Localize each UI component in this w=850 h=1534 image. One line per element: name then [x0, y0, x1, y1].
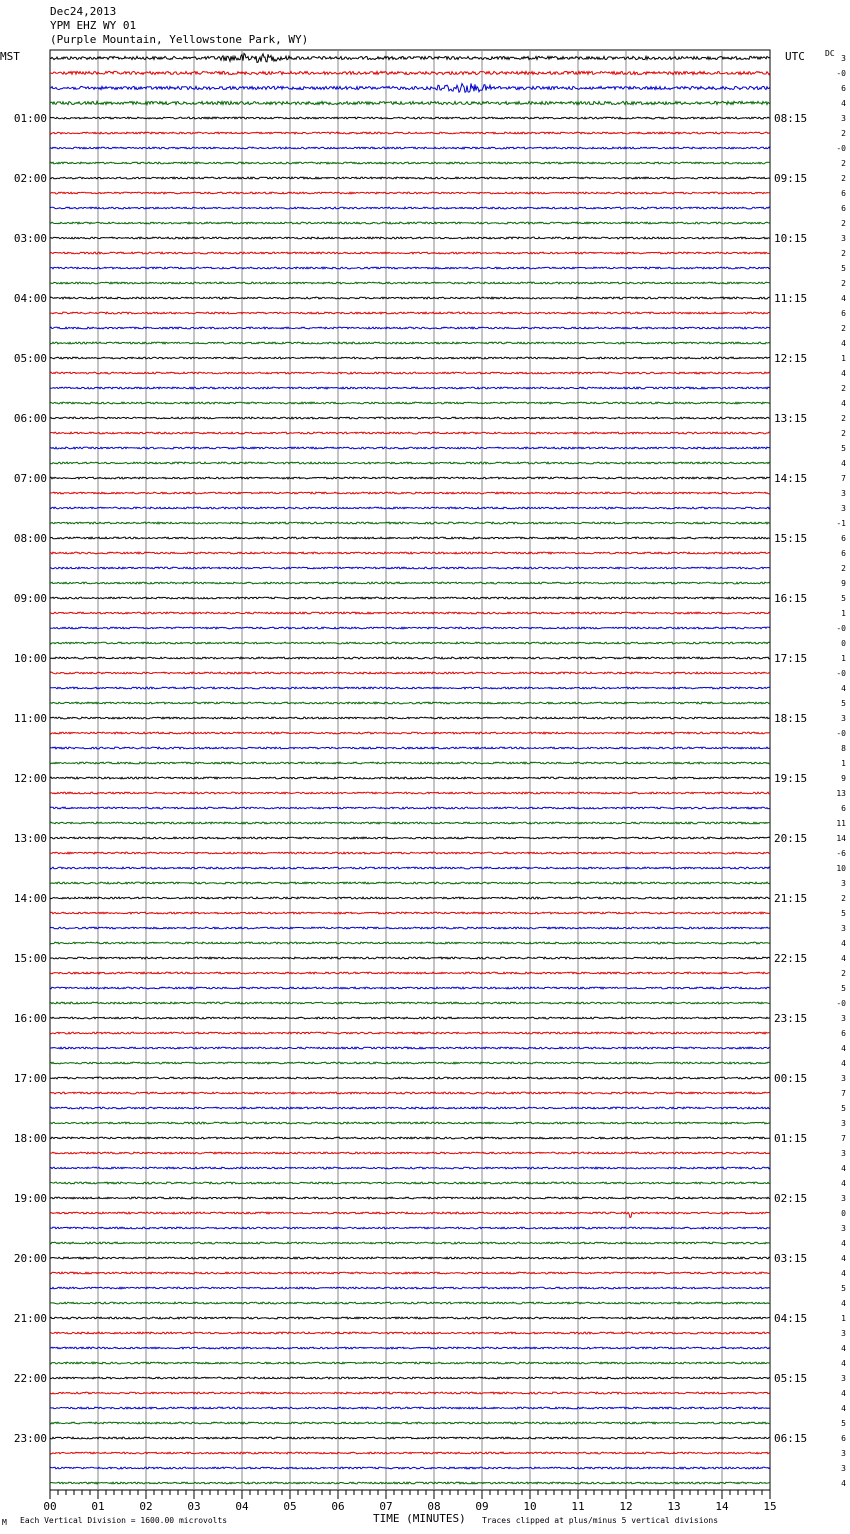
seismic-trace — [50, 492, 770, 494]
hour-label-utc: 08:15 — [774, 112, 808, 125]
dc-column-title: DC — [825, 49, 835, 58]
seismic-trace — [50, 807, 770, 809]
seismic-trace — [50, 507, 770, 509]
hour-label-mst: 02:00 — [13, 172, 47, 185]
seismic-trace — [50, 71, 770, 74]
dc-offset-label: 2 — [841, 894, 846, 903]
x-tick-label: 15 — [763, 1500, 777, 1513]
hour-label-mst: 17:00 — [13, 1072, 47, 1085]
seismic-trace — [50, 117, 770, 119]
dc-offset-label: 1 — [841, 1314, 846, 1323]
dc-offset-label: 6 — [841, 189, 846, 198]
seismic-trace — [50, 672, 770, 674]
dc-offset-label: 3 — [841, 714, 846, 723]
dc-offset-label: 6 — [841, 804, 846, 813]
dc-offset-label: 6 — [841, 549, 846, 558]
seismic-trace — [50, 612, 770, 614]
hour-label-utc: 10:15 — [774, 232, 808, 245]
x-tick-label: 04 — [235, 1500, 249, 1513]
seismic-trace — [50, 1242, 770, 1244]
dc-offset-label: 2 — [841, 324, 846, 333]
right-axis-title: UTC — [785, 50, 805, 63]
seismic-trace — [50, 1032, 770, 1034]
hour-label-mst: 14:00 — [13, 892, 47, 905]
seismic-trace — [50, 1422, 770, 1424]
seismic-trace — [50, 1197, 770, 1199]
dc-offset-label: 4 — [841, 99, 846, 108]
seismic-trace — [50, 237, 770, 239]
dc-offset-label: 3 — [841, 234, 846, 243]
clip-note: Traces clipped at plus/minus 5 vertical divisions — [482, 1516, 719, 1525]
hour-label-utc: 03:15 — [774, 1252, 808, 1265]
dc-offset-label: 14 — [836, 834, 846, 843]
hour-label-utc: 06:15 — [774, 1432, 808, 1445]
dc-offset-label: 7 — [841, 474, 846, 483]
dc-offset-label: 2 — [841, 384, 846, 393]
hour-label-utc: 04:15 — [774, 1312, 808, 1325]
seismic-trace — [50, 54, 770, 63]
hour-label-mst: 20:00 — [13, 1252, 47, 1265]
x-tick-label: 11 — [571, 1500, 585, 1513]
dc-offset-label: 4 — [841, 1164, 846, 1173]
hour-label-mst: 04:00 — [13, 292, 47, 305]
dc-offset-label: 2 — [841, 174, 846, 183]
hour-label-mst: 07:00 — [13, 472, 47, 485]
seismic-trace — [50, 207, 770, 209]
seismic-trace — [50, 1212, 770, 1217]
x-tick-label: 00 — [43, 1500, 57, 1513]
seismic-trace — [50, 147, 770, 149]
seismic-trace — [50, 432, 770, 434]
dc-offset-label: -1 — [836, 519, 846, 528]
seismic-trace — [50, 477, 770, 479]
hour-label-utc: 23:15 — [774, 1012, 808, 1025]
hour-label-mst: 06:00 — [13, 412, 47, 425]
seismic-trace — [50, 252, 770, 254]
dc-offset-label: 4 — [841, 1479, 846, 1488]
seismic-trace — [50, 177, 770, 179]
seismic-trace — [50, 1257, 770, 1259]
seismic-trace — [50, 162, 770, 164]
dc-offset-label: 5 — [841, 909, 846, 918]
dc-offset-label: 2 — [841, 279, 846, 288]
hour-label-utc: 22:15 — [774, 952, 808, 965]
seismic-trace — [50, 1392, 770, 1394]
seismic-trace — [50, 522, 770, 524]
dc-offset-label: 4 — [841, 399, 846, 408]
seismic-trace — [50, 702, 770, 704]
dc-offset-label: 5 — [841, 444, 846, 453]
corner-mark: M — [2, 1518, 7, 1527]
dc-offset-label: 4 — [841, 1254, 846, 1263]
seismic-trace — [50, 1182, 770, 1184]
hour-label-utc: 05:15 — [774, 1372, 808, 1385]
seismic-trace — [50, 297, 770, 299]
record-date: Dec24,2013 — [50, 5, 117, 18]
seismic-trace — [50, 402, 770, 404]
seismic-trace — [50, 747, 770, 749]
dc-offset-label: 4 — [841, 1179, 846, 1188]
dc-offset-label: -0 — [836, 669, 846, 678]
dc-offset-label: 3 — [841, 1224, 846, 1233]
dc-offset-label: 2 — [841, 969, 846, 978]
hour-label-mst: 09:00 — [13, 592, 47, 605]
x-tick-label: 03 — [187, 1500, 201, 1513]
seismic-trace — [50, 582, 770, 584]
dc-offset-label: 4 — [841, 1389, 846, 1398]
scale-note: Each Vertical Division = 1600.00 microvolts — [20, 1516, 228, 1525]
dc-offset-label: 11 — [836, 819, 846, 828]
seismic-trace — [50, 567, 770, 569]
dc-offset-label: -0 — [836, 729, 846, 738]
dc-offset-label: 3 — [841, 1374, 846, 1383]
dc-offset-label: -6 — [836, 849, 846, 858]
seismic-trace — [50, 1377, 770, 1379]
dc-offset-label: 4 — [841, 1044, 846, 1053]
hour-label-mst: 01:00 — [13, 112, 47, 125]
seismic-trace — [50, 282, 770, 284]
dc-offset-label: 1 — [841, 654, 846, 663]
hour-label-mst: 08:00 — [13, 532, 47, 545]
seismic-trace — [50, 357, 770, 359]
seismic-trace — [50, 447, 770, 449]
x-tick-label: 09 — [475, 1500, 489, 1513]
hour-label-mst: 23:00 — [13, 1432, 47, 1445]
dc-offset-label: 7 — [841, 1089, 846, 1098]
dc-offset-label: 2 — [841, 249, 846, 258]
seismic-trace — [50, 762, 770, 764]
seismic-trace — [50, 387, 770, 389]
dc-offset-label: 3 — [841, 1449, 846, 1458]
dc-offset-label: 6 — [841, 1434, 846, 1443]
seismic-trace — [50, 552, 770, 554]
dc-offset-label: 4 — [841, 294, 846, 303]
seismic-trace — [50, 972, 770, 974]
dc-offset-label: 4 — [841, 1359, 846, 1368]
dc-offset-label: 3 — [841, 1149, 846, 1158]
dc-offset-label: 4 — [841, 339, 846, 348]
seismic-trace — [50, 1017, 770, 1019]
dc-offset-label: -0 — [836, 999, 846, 1008]
seismic-trace — [50, 1302, 770, 1304]
seismic-trace — [50, 1047, 770, 1049]
dc-offset-label: 4 — [841, 1269, 846, 1278]
hour-label-mst: 11:00 — [13, 712, 47, 725]
hour-label-mst: 21:00 — [13, 1312, 47, 1325]
x-tick-label: 10 — [523, 1500, 537, 1513]
dc-offset-label: 4 — [841, 1344, 846, 1353]
dc-offset-label: 2 — [841, 429, 846, 438]
hour-label-utc: 20:15 — [774, 832, 808, 845]
hour-label-mst: 16:00 — [13, 1012, 47, 1025]
dc-offset-label: 13 — [836, 789, 846, 798]
station-code: YPM EHZ WY 01 — [50, 19, 137, 32]
seismic-trace — [50, 717, 770, 719]
hour-label-mst: 19:00 — [13, 1192, 47, 1205]
seismic-trace — [50, 1317, 770, 1319]
dc-offset-label: 4 — [841, 1239, 846, 1248]
dc-offset-label: 3 — [841, 1014, 846, 1023]
seismic-trace — [50, 777, 770, 779]
seismic-trace — [50, 687, 770, 689]
seismic-trace — [50, 1482, 770, 1484]
seismic-trace — [50, 1272, 770, 1274]
left-axis-title: MST — [0, 50, 20, 63]
hour-label-utc: 21:15 — [774, 892, 808, 905]
dc-offset-label: 3 — [841, 1329, 846, 1338]
dc-offset-label: 2 — [841, 129, 846, 138]
hour-label-utc: 02:15 — [774, 1192, 808, 1205]
hour-label-utc: 15:15 — [774, 532, 808, 545]
dc-offset-label: 3 — [841, 1074, 846, 1083]
dc-offset-label: 3 — [841, 489, 846, 498]
dc-offset-label: 4 — [841, 459, 846, 468]
dc-offset-label: 4 — [841, 1059, 846, 1068]
dc-offset-label: 1 — [841, 354, 846, 363]
hour-label-utc: 14:15 — [774, 472, 808, 485]
seismic-trace — [50, 1227, 770, 1229]
dc-offset-label: 3 — [841, 1119, 846, 1128]
dc-offset-label: 1 — [841, 759, 846, 768]
dc-offset-label: -0 — [836, 624, 846, 633]
seismic-trace — [50, 987, 770, 989]
dc-offset-label: 2 — [841, 219, 846, 228]
x-tick-label: 13 — [667, 1500, 681, 1513]
dc-offset-label: 4 — [841, 1299, 846, 1308]
dc-offset-label: 4 — [841, 684, 846, 693]
dc-offset-label: 4 — [841, 939, 846, 948]
seismic-trace — [50, 942, 770, 944]
dc-offset-label: 2 — [841, 414, 846, 423]
seismic-trace — [50, 822, 770, 824]
seismic-trace — [50, 597, 770, 599]
dc-offset-label: 1 — [841, 609, 846, 618]
dc-offset-label: 8 — [841, 744, 846, 753]
dc-offset-label: 2 — [841, 564, 846, 573]
seismic-trace — [50, 1077, 770, 1079]
dc-offset-label: 3 — [841, 1194, 846, 1203]
seismic-trace — [50, 417, 770, 419]
dc-offset-label: -0 — [836, 144, 846, 153]
seismic-trace — [50, 657, 770, 659]
dc-offset-label: 3 — [841, 504, 846, 513]
hour-label-mst: 12:00 — [13, 772, 47, 785]
seismic-trace — [50, 462, 770, 464]
seismic-trace — [50, 1062, 770, 1064]
dc-offset-label: 4 — [841, 369, 846, 378]
dc-offset-label: 5 — [841, 264, 846, 273]
x-tick-label: 02 — [139, 1500, 153, 1513]
seismic-trace — [50, 1467, 770, 1469]
dc-offset-label: 6 — [841, 1029, 846, 1038]
seismic-trace — [50, 1107, 770, 1109]
dc-offset-label: 3 — [841, 924, 846, 933]
hour-label-utc: 18:15 — [774, 712, 808, 725]
seismic-trace — [50, 101, 770, 104]
seismic-trace — [50, 957, 770, 959]
dc-offset-label: 4 — [841, 954, 846, 963]
seismic-trace — [50, 222, 770, 224]
hour-label-utc: 12:15 — [774, 352, 808, 365]
x-tick-label: 06 — [331, 1500, 345, 1513]
hour-label-utc: 00:15 — [774, 1072, 808, 1085]
seismic-trace — [50, 1167, 770, 1169]
x-tick-label: 08 — [427, 1500, 441, 1513]
dc-offset-label: 0 — [841, 1209, 846, 1218]
seismic-trace — [50, 267, 770, 269]
dc-offset-label: 6 — [841, 534, 846, 543]
seismic-trace — [50, 792, 770, 794]
seismic-trace — [50, 1287, 770, 1289]
seismic-trace — [50, 627, 770, 629]
hour-label-mst: 22:00 — [13, 1372, 47, 1385]
seismic-trace — [50, 912, 770, 914]
seismic-trace — [50, 897, 770, 899]
seismic-trace — [50, 1362, 770, 1364]
dc-offset-label: 6 — [841, 204, 846, 213]
dc-offset-label: 3 — [841, 114, 846, 123]
seismic-trace — [50, 342, 770, 344]
dc-offset-label: 3 — [841, 54, 846, 63]
seismic-trace — [50, 1092, 770, 1094]
dc-offset-label: 7 — [841, 1134, 846, 1143]
seismic-trace — [50, 1002, 770, 1004]
hour-label-utc: 19:15 — [774, 772, 808, 785]
x-tick-label: 07 — [379, 1500, 393, 1513]
hour-label-utc: 09:15 — [774, 172, 808, 185]
hour-label-mst: 10:00 — [13, 652, 47, 665]
dc-offset-label: 3 — [841, 1464, 846, 1473]
seismic-trace — [50, 1332, 770, 1334]
seismic-trace — [50, 642, 770, 644]
dc-offset-label: 5 — [841, 594, 846, 603]
seismic-trace — [50, 312, 770, 314]
dc-offset-label: 0 — [841, 639, 846, 648]
dc-offset-label: 5 — [841, 984, 846, 993]
dc-offset-label: 5 — [841, 1284, 846, 1293]
hour-label-utc: 16:15 — [774, 592, 808, 605]
dc-offset-label: 3 — [841, 879, 846, 888]
x-tick-label: 12 — [619, 1500, 633, 1513]
seismic-trace — [50, 1347, 770, 1349]
x-tick-label: 01 — [91, 1500, 105, 1513]
hour-label-mst: 13:00 — [13, 832, 47, 845]
dc-offset-label: 9 — [841, 774, 846, 783]
hour-label-mst: 15:00 — [13, 952, 47, 965]
dc-offset-label: 5 — [841, 1104, 846, 1113]
seismic-trace — [50, 1452, 770, 1454]
hour-label-utc: 11:15 — [774, 292, 808, 305]
hour-label-mst: 05:00 — [13, 352, 47, 365]
x-tick-label: 14 — [715, 1500, 729, 1513]
dc-offset-label: 2 — [841, 159, 846, 168]
seismic-trace — [50, 867, 770, 869]
seismic-trace — [50, 1437, 770, 1439]
seismic-trace — [50, 537, 770, 539]
dc-offset-label: 6 — [841, 309, 846, 318]
seismic-trace — [50, 1137, 770, 1139]
seismic-trace — [50, 927, 770, 929]
hour-label-utc: 17:15 — [774, 652, 808, 665]
seismic-trace — [50, 1407, 770, 1409]
seismic-trace — [50, 1122, 770, 1124]
dc-offset-label: 10 — [836, 864, 846, 873]
seismic-trace — [50, 882, 770, 884]
dc-offset-label: 5 — [841, 1419, 846, 1428]
seismic-trace — [50, 1152, 770, 1154]
seismic-trace — [50, 837, 770, 839]
seismic-trace — [50, 372, 770, 374]
x-tick-label: 05 — [283, 1500, 297, 1513]
seismic-trace — [50, 852, 770, 854]
seismic-trace — [50, 83, 770, 92]
seismic-trace — [50, 327, 770, 329]
hour-label-utc: 13:15 — [774, 412, 808, 425]
seismic-trace — [50, 192, 770, 194]
station-location: (Purple Mountain, Yellowstone Park, WY) — [50, 33, 309, 46]
dc-offset-label: 5 — [841, 699, 846, 708]
hour-label-mst: 03:00 — [13, 232, 47, 245]
hour-label-utc: 01:15 — [774, 1132, 808, 1145]
dc-offset-label: 6 — [841, 84, 846, 93]
seismic-trace — [50, 732, 770, 734]
dc-offset-label: 9 — [841, 579, 846, 588]
seismic-trace — [50, 132, 770, 134]
x-axis-title: TIME (MINUTES) — [373, 1512, 466, 1525]
dc-offset-label: -0 — [836, 69, 846, 78]
hour-label-mst: 18:00 — [13, 1132, 47, 1145]
dc-offset-label: 4 — [841, 1404, 846, 1413]
